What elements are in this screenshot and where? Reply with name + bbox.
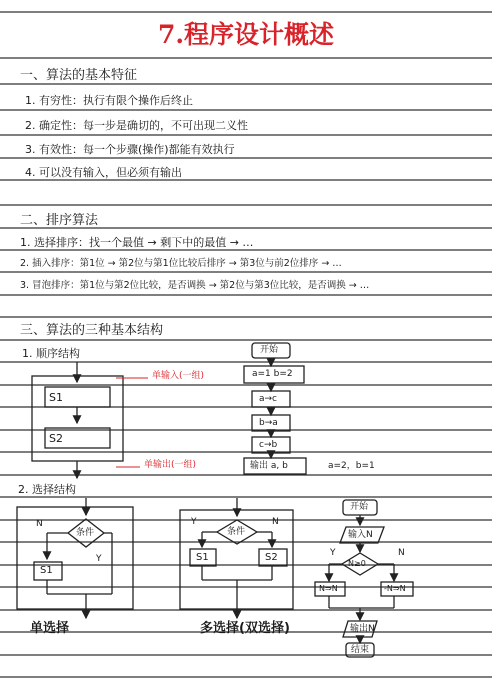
- section2-heading: 二、排序算法: [20, 213, 99, 228]
- flow-step: b→a: [259, 418, 278, 428]
- abs-right-box: -N⇒N: [384, 584, 406, 593]
- s2-label: S2: [49, 432, 63, 445]
- flow-init: a=1 b=2: [252, 369, 293, 379]
- flow-step: a→c: [259, 394, 278, 404]
- flow-step: c→b: [259, 440, 278, 450]
- abs-left-box: N⇒N: [319, 584, 338, 593]
- double-n-label: N: [272, 517, 279, 527]
- double-s2-label: S2: [265, 552, 278, 563]
- flow-output: 输出 a, b: [250, 461, 288, 471]
- page-title: 7.程序设计概述: [157, 20, 335, 49]
- subheading-sequence: 1. 顺序结构: [22, 347, 80, 360]
- single-condition-label: 条件: [76, 528, 95, 538]
- section3-heading: 三、算法的三种基本结构: [20, 323, 164, 338]
- section2-item: 3. 冒泡排序：第1位与第2位比较，是否调换 → 第2位与第3位比较，是否调换 → …: [20, 280, 370, 291]
- double-condition-label: 条件: [227, 527, 246, 537]
- section1-item: 4. 可以没有输入，但必须有输出: [25, 166, 182, 179]
- section1-heading: 一、算法的基本特征: [20, 68, 138, 83]
- section2-item: 1. 选择排序：找一个最值 → 剩下中的最值 → …: [20, 236, 254, 249]
- abs-y-label: Y: [330, 548, 336, 558]
- note-single-input: 单输入(一组): [152, 371, 205, 381]
- note-single-output: 单输出(一组): [144, 460, 197, 470]
- caption-single-selection: 单选择: [30, 621, 70, 636]
- s1-label: S1: [49, 391, 63, 404]
- flow-result: a=2，b=1: [328, 461, 375, 471]
- abs-condition: N≥0: [348, 559, 366, 568]
- abs-input: 输入N: [348, 530, 373, 540]
- subheading-selection: 2. 选择结构: [18, 483, 76, 496]
- abs-end: 结束: [351, 645, 370, 655]
- single-n-label: N: [36, 519, 43, 529]
- abs-n-label: N: [398, 548, 405, 558]
- double-s1-label: S1: [196, 552, 209, 563]
- abs-start: 开始: [350, 502, 369, 512]
- single-s1-label: S1: [40, 565, 53, 576]
- section1-item: 2. 确定性：每一步是确切的，不可出现二义性: [25, 119, 248, 132]
- single-y-label: Y: [96, 554, 102, 564]
- section2-item: 2. 插入排序：第1位 → 第2位与第1位比较后排序 → 第3位与前2位排序 → …: [20, 258, 342, 269]
- caption-double-selection: 多选择(双选择): [200, 621, 290, 636]
- double-y-label: Y: [191, 517, 197, 527]
- abs-output: 输出N: [350, 624, 375, 634]
- flow-start: 开始: [260, 345, 279, 355]
- section1-item: 3. 有效性：每一个步骤(操作)都能有效执行: [25, 143, 235, 156]
- section1-item: 1. 有穷性：执行有限个操作后终止: [25, 94, 193, 107]
